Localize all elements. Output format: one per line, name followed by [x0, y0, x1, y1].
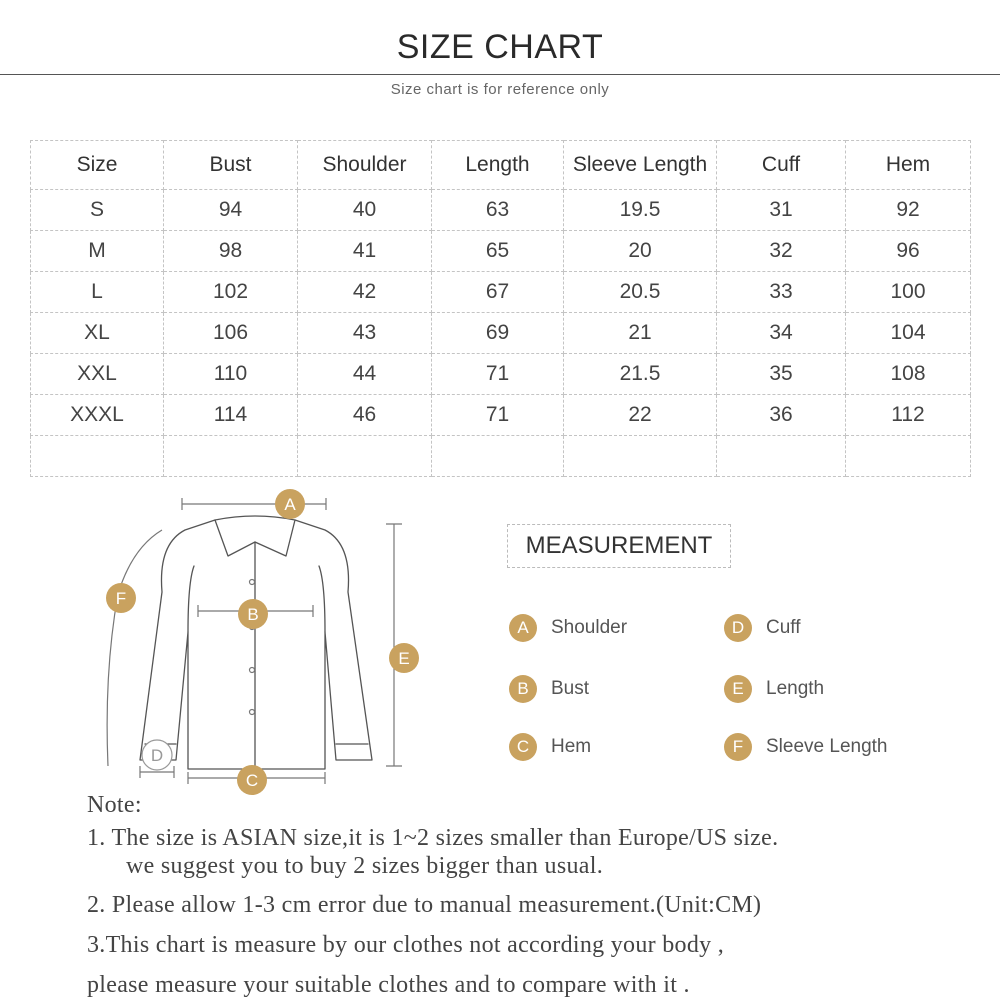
svg-text:E: E	[398, 649, 410, 668]
legend-label: Hem	[551, 736, 592, 757]
shirt-diagram	[90, 482, 430, 802]
measure-cell: 32	[717, 231, 846, 272]
legend-item-sleeve-length	[724, 732, 888, 762]
measure-cell	[717, 436, 846, 477]
legend-badge: E	[724, 675, 752, 703]
measurement-title: MEASUREMENT	[507, 524, 731, 568]
measure-cell: 69	[432, 313, 564, 354]
measure-cell: 65	[432, 231, 564, 272]
measure-cell: 104	[846, 313, 971, 354]
legend-label: Shoulder	[551, 617, 628, 638]
measure-cell: 33	[717, 272, 846, 313]
measure-cell: 31	[717, 190, 846, 231]
measure-cell: 21.5	[564, 354, 717, 395]
note-line: we suggest you to buy 2 sizes bigger than usual.	[126, 853, 603, 879]
legend-item-cuff	[724, 613, 801, 643]
column-header: Cuff	[717, 141, 846, 190]
measure-cell: 20	[564, 231, 717, 272]
measure-cell	[564, 436, 717, 477]
measure-cell: 112	[846, 395, 971, 436]
legend-label: Sleeve Length	[766, 736, 888, 757]
size-cell: XXXL	[31, 395, 164, 436]
table-row	[31, 190, 971, 231]
page-subtitle: Size chart is for reference only	[390, 81, 610, 98]
svg-text:C: C	[245, 771, 259, 790]
size-cell: S	[31, 190, 164, 231]
legend-item-bust	[509, 674, 589, 704]
table-header-row	[31, 141, 971, 190]
measure-cell: 108	[846, 354, 971, 395]
measure-cell: 96	[846, 231, 971, 272]
table-row	[31, 354, 971, 395]
note-line: 1. The size is ASIAN size,it is 1~2 sizes smaller than Europe/US size.	[87, 825, 779, 851]
table-row	[31, 436, 971, 477]
size-cell: L	[31, 272, 164, 313]
size-cell: XXL	[31, 354, 164, 395]
measure-cell: 34	[717, 313, 846, 354]
marker-e	[389, 643, 419, 673]
column-header: Shoulder	[298, 141, 432, 190]
marker-c	[237, 765, 267, 795]
measure-cell: 21	[564, 313, 717, 354]
note-line: 2. Please allow 1-3 cm error due to manual measurement.(Unit:CM)	[87, 892, 762, 918]
measure-cell: 102	[164, 272, 298, 313]
column-header: Size	[31, 141, 164, 190]
marker-b	[238, 599, 268, 629]
measure-cell: 94	[164, 190, 298, 231]
legend-badge: F	[724, 733, 752, 761]
column-header: Bust	[164, 141, 298, 190]
page-title: SIZE CHART	[396, 28, 604, 66]
legend-badge: A	[509, 614, 537, 642]
measure-cell: 46	[298, 395, 432, 436]
measure-cell	[432, 436, 564, 477]
size-cell: XL	[31, 313, 164, 354]
measure-cell: 44	[298, 354, 432, 395]
legend-item-shoulder	[509, 613, 627, 643]
legend-item-hem	[509, 732, 591, 762]
legend-badge: B	[509, 675, 537, 703]
column-header: Length	[432, 141, 564, 190]
table-row	[31, 395, 971, 436]
measure-cell	[298, 436, 432, 477]
marker-d	[142, 740, 172, 770]
svg-text:A: A	[284, 495, 296, 514]
legend-label: Cuff	[766, 617, 801, 638]
measure-cell: 100	[846, 272, 971, 313]
table-row	[31, 272, 971, 313]
size-table	[30, 140, 971, 477]
marker-f	[106, 583, 136, 613]
size-cell	[31, 436, 164, 477]
measure-cell	[164, 436, 298, 477]
measure-cell: 20.5	[564, 272, 717, 313]
measure-cell: 36	[717, 395, 846, 436]
notes-heading: Note:	[87, 792, 142, 818]
measure-cell: 22	[564, 395, 717, 436]
measure-cell: 71	[432, 354, 564, 395]
svg-text:D: D	[150, 746, 164, 765]
measure-cell: 67	[432, 272, 564, 313]
column-header: Hem	[846, 141, 971, 190]
measure-cell: 110	[164, 354, 298, 395]
measure-cell: 63	[432, 190, 564, 231]
measure-cell: 35	[717, 354, 846, 395]
measure-cell: 19.5	[564, 190, 717, 231]
svg-text:B: B	[247, 605, 259, 624]
legend-badge: D	[724, 614, 752, 642]
size-cell: M	[31, 231, 164, 272]
measure-cell: 40	[298, 190, 432, 231]
note-line: please measure your suitable clothes and to compare with it .	[87, 972, 690, 998]
shirt-outline	[140, 520, 372, 769]
measure-cell	[846, 436, 971, 477]
legend-item-length	[724, 674, 824, 704]
measure-cell: 42	[298, 272, 432, 313]
measure-cell: 114	[164, 395, 298, 436]
legend-label: Bust	[551, 678, 590, 699]
measure-cell: 92	[846, 190, 971, 231]
measure-cell: 41	[298, 231, 432, 272]
column-header: Sleeve Length	[564, 141, 717, 190]
table-row	[31, 231, 971, 272]
measure-cell: 106	[164, 313, 298, 354]
measure-cell: 98	[164, 231, 298, 272]
table-row	[31, 313, 971, 354]
legend-label: Length	[766, 678, 825, 699]
marker-a	[275, 489, 305, 519]
title-divider	[0, 74, 1000, 75]
note-line: 3.This chart is measure by our clothes not according your body ,	[87, 932, 725, 958]
measure-cell: 43	[298, 313, 432, 354]
measure-cell: 71	[432, 395, 564, 436]
legend-badge: C	[509, 733, 537, 761]
svg-text:F: F	[115, 589, 127, 608]
sleeve-guide	[107, 530, 162, 766]
